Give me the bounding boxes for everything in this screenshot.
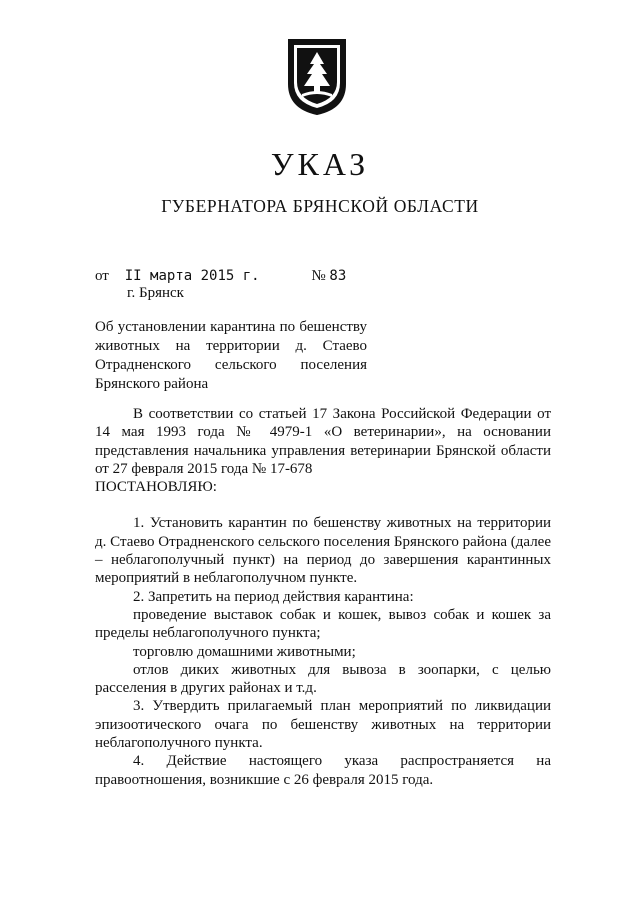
document-body <box>95 405 551 789</box>
date-line <box>95 268 346 285</box>
document-date: II марта 2015 г. <box>124 268 260 284</box>
item-4: 4. Действие настоящего указа распространяется на правоотношения, возникшие с 26 февраля 2015 года. <box>95 753 551 788</box>
document-city: г. Брянск <box>127 285 184 301</box>
item-2: 2. Запретить на период действия карантина: <box>133 588 414 605</box>
item-3: 3. Утвердить прилагаемый план мероприятий по ликвидации эпизоотического очага по бешенству животных на территории неблагополучного пункта. <box>95 698 551 752</box>
document-subtitle: ГУБЕРНАТОРА БРЯНСКОЙ ОБЛАСТИ <box>161 196 479 216</box>
item-2-a: проведение выставок собак и кошек, вывоз собак и кошек за пределы неблагополучного пункта; <box>95 606 551 642</box>
item-1: 1. Установить карантин по бешенству животных на территории д. Стаево Отрадненского сельского поселения Брянского района (далее – неблагополучный пункт) на период до завершения карантинных мероприятий в неблагополучном пункте. <box>95 515 551 587</box>
item-2-b: торговлю домашними животными; <box>133 643 356 660</box>
coat-of-arms-icon <box>284 36 350 116</box>
document-number: 83 <box>329 268 347 284</box>
decree-heading: ПОСТАНОВЛЯЮ: <box>95 479 217 496</box>
number-label: № <box>311 268 326 284</box>
from-label: от <box>95 268 109 284</box>
document-title: УКАЗ <box>270 146 370 182</box>
preamble-paragraph: В соответствии со статьей 17 Закона Российской Федерации от 14 мая 1993 года № 4979-1 «О ветеринарии», на основании представления начальника управления ветеринарии Брянской области от 27 февраля 2015 года № 17-678 <box>95 406 551 477</box>
item-2-c: отлов диких животных для вывоза в зоопарки, с целью расселения в других районах и т.д. <box>95 661 551 697</box>
document-subject: Об установлении карантина по бешенству животных на территории д. Стаево Отрадненского сельского поселения Брянского района <box>95 319 367 392</box>
